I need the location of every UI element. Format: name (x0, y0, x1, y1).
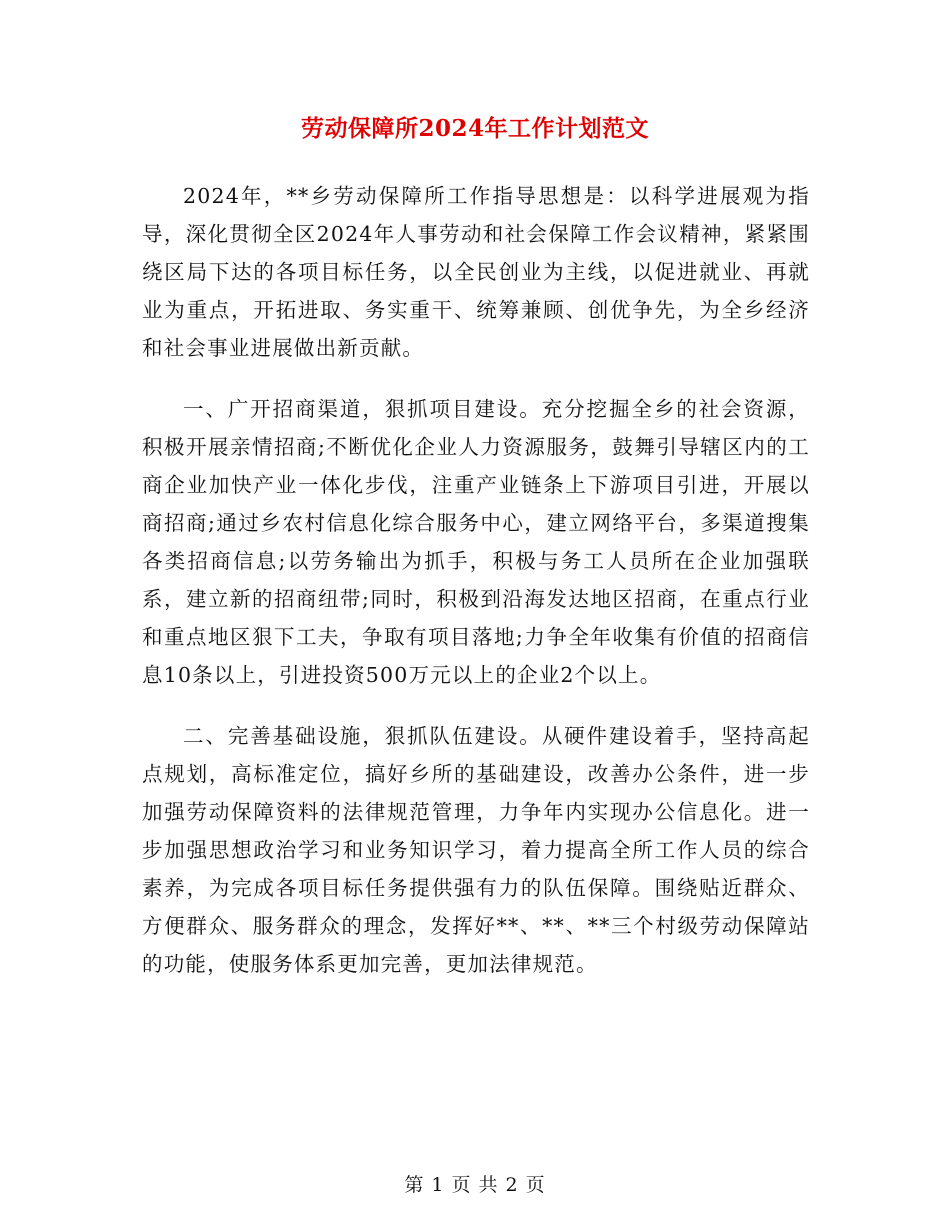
page-footer: 第 1 页 共 2 页 (404, 1174, 546, 1196)
paragraph-section-1: 一、广开招商渠道，狠抓项目建设。充分挖掘全乡的社会资源，积极开展亲情招商;不断优化企业人力资源服务，鼓舞引导辖区内的工商企业加快产业一体化步伐，注重产业链条上下游项目引进，开展以商招商;通过乡农村信息化综合服务中心，建立网络平台，多渠道搜集各类招商信息;以劳务输出为抓手，积极与务工人员所在企业加强联系，建立新的招商纽带;同时，积极到沿海发达地区招商，在重点行业和重点地区狠下工夫，争取有项目落地;力争全年收集有价值的招商信息10条以上，引进投资500万元以上的企业2个以上。 (142, 397, 810, 687)
document-body (142, 177, 810, 1006)
document-title: 劳动保障所2024年工作计划范文 (300, 115, 649, 142)
paragraph-section-2: 二、完善基础设施，狠抓队伍建设。从硬件建设着手，坚持高起点规划，高标准定位，搞好乡所的基础建设，改善办公条件，进一步加强劳动保障资料的法律规范管理，力争年内实现办公信息化。进一步加强思想政治学习和业务知识学习，着力提高全所工作人员的综合素养，为完成各项目标任务提供强有力的队伍保障。围绕贴近群众、方便群众、服务群众的理念，发挥好**、**、**三个村级劳动保障站的功能，使服务体系更加完善，更加法律规范。 (142, 724, 810, 976)
paragraph-intro: 2024年，**乡劳动保障所工作指导思想是：以科学进展观为指导，深化贯彻全区2024年人事劳动和社会保障工作会议精神，紧紧围绕区局下达的各项目标任务，以全民创业为主线，以促进就业、再就业为重点，开拓进取、务实重干、统筹兼顾、创优争先，为全乡经济和社会事业进展做出新贡献。 (142, 184, 810, 360)
